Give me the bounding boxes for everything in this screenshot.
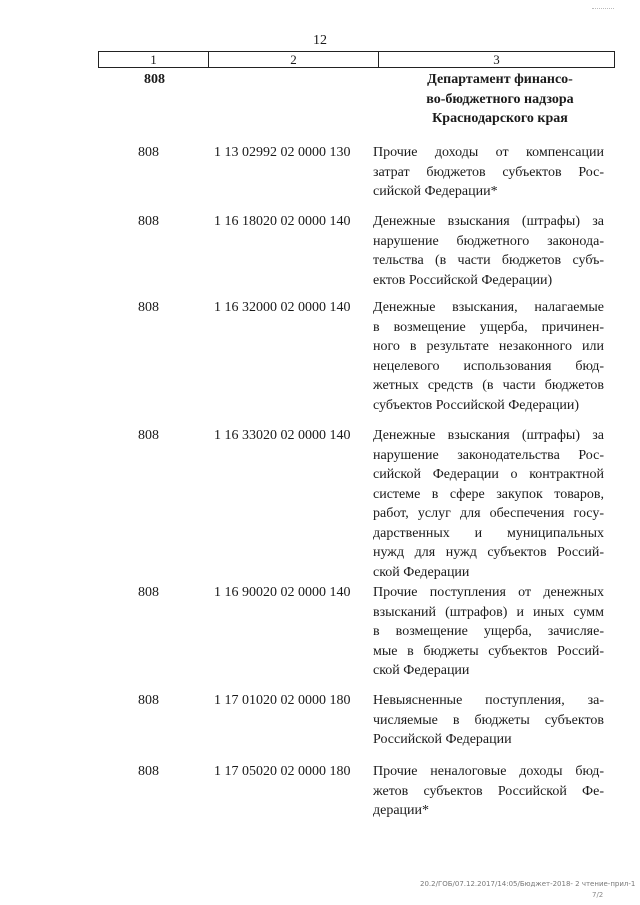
description-line: Прочие доходы от компенсации (373, 145, 604, 160)
department-name-line: Департамент финансо- (427, 72, 573, 87)
budget-code-cell: 1 17 05020 02 0000 180 (214, 764, 351, 779)
description-line: жетов субъектов Российской Фе- (373, 783, 604, 799)
description-line: субъектов Российской Федерации) (373, 397, 580, 413)
description-line: сийской Федерации о контрактной (373, 467, 604, 482)
description-line: ного в результате незаконного или (373, 339, 604, 354)
budget-code-cell: 1 16 33020 02 0000 140 (214, 428, 351, 443)
description-line: нужд для нужд субъектов Россий- (373, 545, 604, 560)
description-line: ской Федерации (373, 663, 470, 678)
admin-code-cell: 808 (138, 428, 159, 443)
description-cell (373, 426, 604, 582)
description-cell (373, 762, 604, 821)
description-line: Прочие неналоговые доходы бюд- (373, 764, 604, 779)
budget-code-cell: 1 16 90020 02 0000 140 (214, 585, 351, 600)
description-line: работ, услуг для обеспечения госу- (373, 506, 604, 521)
description-line: взысканий (штрафов) и иных сумм (373, 604, 604, 620)
budget-code-cell: 1 17 01020 02 0000 180 (214, 693, 351, 708)
description-line: дарственных и муниципальных (373, 525, 604, 541)
department-admin-code: 808 (144, 72, 165, 87)
document-stamp: 20.2/ГОБ/07.12.2017/14:05/Бюджет-2018- 2 чтение-прил-1 (420, 880, 636, 888)
column-number-3: 3 (493, 52, 500, 67)
page-number: 12 (313, 33, 327, 48)
description-line: тельства (в части бюджетов субъ- (373, 253, 604, 268)
description-line: Денежные взыскания (штрафы) за (373, 428, 604, 443)
admin-code-cell: 808 (138, 693, 159, 708)
scan-corner-mark (592, 8, 614, 9)
budget-code-cell: 1 16 18020 02 0000 140 (214, 214, 351, 229)
department-name (400, 70, 600, 129)
description-line: числяемые в бюджеты субъектов (373, 712, 604, 728)
description-line: в возмещение ущерба, причинен- (373, 319, 604, 335)
description-cell (373, 583, 604, 681)
description-line: жетных средств (в части бюджетов (373, 378, 604, 393)
description-line: системе в сфере закупок товаров, (373, 486, 604, 502)
description-line: нецелевого использования бюд- (373, 358, 604, 374)
admin-code-cell: 808 (138, 585, 159, 600)
description-line: ектов Российской Федерации) (373, 272, 553, 288)
column-number-1: 1 (99, 52, 209, 67)
description-line: мые в бюджеты субъектов Россий- (373, 643, 604, 659)
description-line: сийской Федерации* (373, 184, 498, 199)
admin-code-cell: 808 (138, 300, 159, 315)
table-header (98, 51, 615, 68)
description-line: дерации* (373, 803, 430, 818)
description-line: в возмещение ущерба, зачисляе- (373, 624, 604, 639)
description-line: Невыясненные поступления, за- (373, 693, 604, 708)
description-line: Денежные взыскания, налагаемые (373, 300, 604, 315)
admin-code-cell: 808 (138, 764, 159, 779)
description-line: нарушение законодательства Рос- (373, 447, 604, 463)
description-line: Российской Федерации (373, 732, 512, 747)
admin-code-cell: 808 (138, 145, 159, 160)
department-name-line: Краснодарского края (432, 111, 568, 126)
budget-code-cell: 1 13 02992 02 0000 130 (214, 145, 351, 160)
column-number-2: 2 (209, 52, 379, 67)
description-cell (373, 212, 604, 290)
description-cell (373, 691, 604, 750)
description-line: ской Федерации (373, 564, 470, 580)
document-stamp-page: 7/2 (592, 891, 604, 899)
description-cell (373, 143, 604, 202)
description-line: нарушение бюджетного законода- (373, 233, 604, 249)
description-line: Прочие поступления от денежных (373, 585, 604, 600)
description-line: Денежные взыскания (штрафы) за (373, 214, 604, 229)
description-line: затрат бюджетов субъектов Рос- (373, 164, 604, 180)
description-cell (373, 298, 604, 415)
admin-code-cell: 808 (138, 214, 159, 229)
department-name-line: во-бюджетного надзора (426, 91, 574, 107)
budget-code-cell: 1 16 32000 02 0000 140 (214, 300, 351, 315)
